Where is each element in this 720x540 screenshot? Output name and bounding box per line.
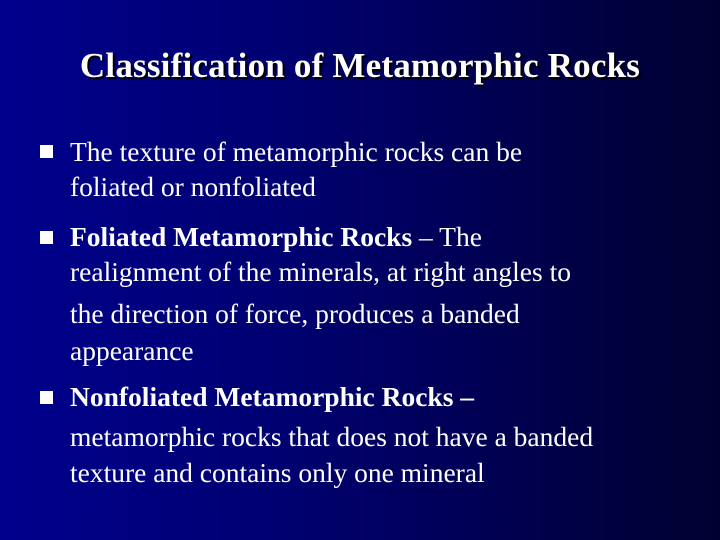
text-segment: – The bbox=[412, 221, 482, 252]
bold-term: Foliated Metamorphic Rocks bbox=[70, 221, 413, 252]
slide-title: Classification of Metamorphic Rocks bbox=[79, 46, 641, 85]
bullet-3-line-3 bbox=[70, 456, 485, 490]
bullet-3-line-2 bbox=[70, 420, 593, 454]
bullet-2-line-2 bbox=[70, 255, 571, 289]
bullet-1-line-2 bbox=[70, 170, 316, 204]
text-segment: appearance bbox=[70, 335, 194, 366]
bullet-marker bbox=[40, 231, 53, 244]
bold-term: Nonfoliated Metamorphic Rocks – bbox=[70, 381, 475, 412]
bullet-marker bbox=[40, 391, 53, 404]
bullet-2-line-3 bbox=[70, 297, 520, 331]
text-segment: texture and contains only one mineral bbox=[70, 457, 485, 488]
text-segment: the direction of force, produces a banded bbox=[70, 298, 520, 329]
text-segment: metamorphic rocks that does not have a banded bbox=[70, 421, 594, 452]
text-segment: The texture of metamorphic rocks can be bbox=[70, 136, 523, 167]
text-segment: realignment of the minerals, at right angles to bbox=[70, 256, 571, 287]
text-segment: foliated or nonfoliated bbox=[70, 171, 316, 202]
bullet-1-line-1 bbox=[70, 135, 522, 169]
bullet-2-line-1 bbox=[70, 220, 482, 254]
bullet-marker bbox=[40, 145, 53, 158]
bullet-3-line-1 bbox=[70, 380, 474, 414]
bullet-2-line-4 bbox=[70, 334, 194, 368]
